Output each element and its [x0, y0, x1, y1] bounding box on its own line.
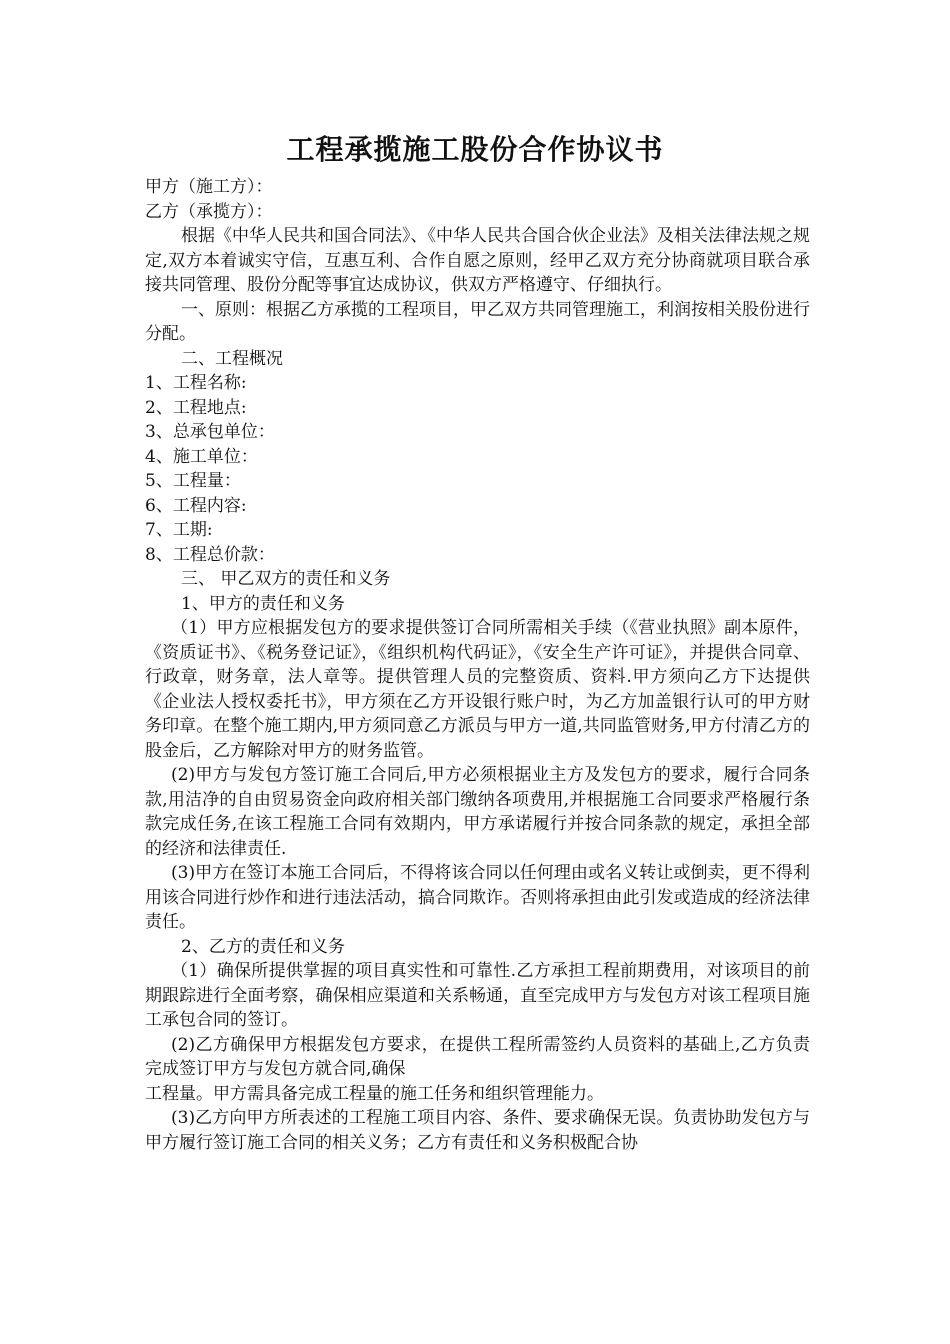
list-item-project-name: 1、工程名称:	[145, 373, 247, 393]
subsection-party-b-heading: 2、乙方的责任和义务	[181, 936, 345, 957]
list-item-work-content: 6、工程内容:	[145, 495, 247, 516]
list-item-total-price: 8、工程总价款：	[145, 544, 275, 565]
list-item-general-contractor: 3、总承包单位：	[145, 422, 275, 442]
subsection-party-a-heading: 1、甲方的责任和义务	[181, 593, 345, 614]
document-body	[145, 175, 810, 1155]
party-b-clause-3: (3)乙方向甲方所表述的工程施工项目内容、条件、要求确保无误。负责协助发包方与甲方履行签订施工合同的相关义务；乙方有责任和义务积极配合协	[145, 1108, 810, 1153]
section-3-heading: 三、 甲乙双方的责任和义务	[181, 569, 391, 589]
party-b-clause-1: （1）确保所提供掌握的项目真实性和可靠性.乙方承担工程前期费用，对该项目的前期跟踪进行全面考察，确保相应渠道和关系畅通，直至完成甲方与发包方对该工程项目施工承包合同的签订。	[145, 961, 810, 1030]
preamble-paragraph: 根据《中华人民共和国合同法》、《中华人民共合国合伙企业法》及相关法律法规之规定,双方本着诚实守信，互惠互利、合作自愿之原则，经甲乙双方充分协商就项目联合承接共同管理、股份分配等事宜达成协议，供双方严格遵守、仔细执行。	[145, 226, 810, 295]
section-2-heading: 二、工程概况	[181, 348, 283, 369]
section-1-principle: 一、原则：根据乙方承揽的工程项目，甲乙双方共同管理施工，利润按相关股份进行分配。	[145, 299, 810, 344]
party-b-clause-2: (2)乙方确保甲方根据发包方要求，在提供工程所需签约人员资料的基础上,乙方负责完成签订甲方与发包方就合同,确保	[145, 1034, 810, 1079]
list-item-duration: 7、工期:	[145, 520, 213, 540]
party-a-line: 甲方（施工方）：	[145, 177, 273, 197]
party-b-clause-2-continued: 工程量。甲方需具备完成工程量的施工任务和组织管理能力。	[145, 1083, 604, 1104]
list-item-construction-unit: 4、施工单位：	[145, 446, 258, 467]
list-item-work-quantity: 5、工程量：	[145, 471, 241, 491]
party-a-clause-1: （1）甲方应根据发包方的要求提供签订合同所需相关手续（《营业执照》副本原件，《资质证书》、《税务登记证》，《组织机构代码证》，《安全生产许可证》，并提供合同章、行政章，财务章，法人章等。提供管理人员的完整资质、资料.甲方须向乙方下达提供《企业法人授权委托书》，甲方须在乙方开设银行账户时，为乙方加盖银行认可的甲方财务印章。在整个施工期内,甲方须同意乙方派员与甲方一道,共同监管财务,甲方付清乙方的股金后，乙方解除对甲方的财务监管。	[145, 618, 810, 761]
party-a-clause-2: (2)甲方与发包方签订施工合同后,甲方必须根据业主方及发包方的要求，履行合同条款,用洁净的自由贸易资金向政府相关部门缴纳各项费用,并根据施工合同要求严格履行条款完成任务,在该工程施工合同有效期内，甲方承诺履行并按合同条款的规定，承担全部的经济和法律责任.	[145, 765, 810, 859]
list-item-project-location: 2、工程地点:	[145, 397, 247, 418]
document-title: 工程承揽施工股份合作协议书	[286, 133, 664, 166]
party-a-clause-3: (3)甲方在签订本施工合同后，不得将该合同以任何理由或名义转让或倒卖，更不得利用该合同进行炒作和进行违法活动，搞合同欺诈。否则将承担由此引发或造成的经济法律责任。	[145, 863, 810, 932]
party-b-line: 乙方（承揽方）：	[145, 201, 273, 222]
